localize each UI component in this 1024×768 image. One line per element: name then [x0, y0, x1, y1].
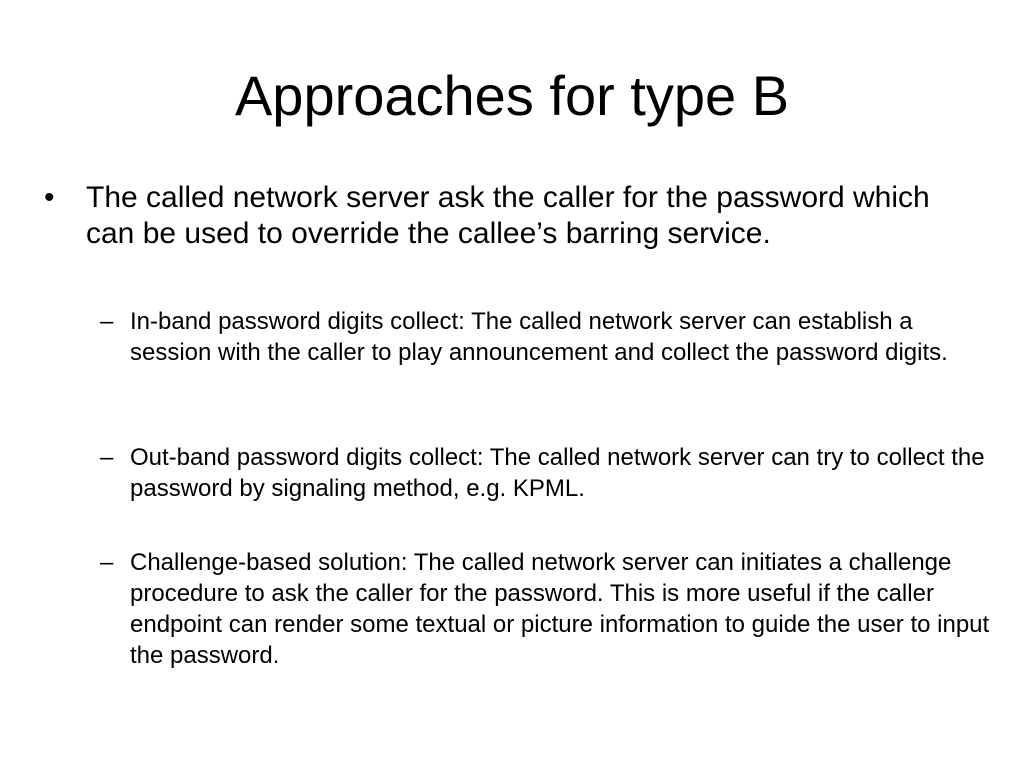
dash-marker: –: [100, 444, 114, 471]
bullet-marker: •: [44, 181, 55, 214]
sub-bullet-text: In-band password digits collect: The called network server can establish a session with the caller to play announcement and collect the password digits.: [130, 308, 948, 366]
dash-marker: –: [100, 549, 114, 576]
slide-title: Approaches for type B: [234, 64, 790, 127]
sub-bullet-text: Challenge-based solution: The called network server can initiates a challenge procedure to ask the caller for the password. This is more useful if the caller endpoint can render some textual or picture information to guide the user to input the password.: [130, 549, 990, 669]
sub-bullet-text: Out-band password digits collect: The called network server can try to collect the password by signaling method, e.g. KPML.: [130, 444, 985, 502]
dash-marker: –: [100, 308, 114, 335]
main-bullet-text: The called network server ask the caller for the password which can be used to override the callee’s barring service.: [86, 181, 930, 250]
